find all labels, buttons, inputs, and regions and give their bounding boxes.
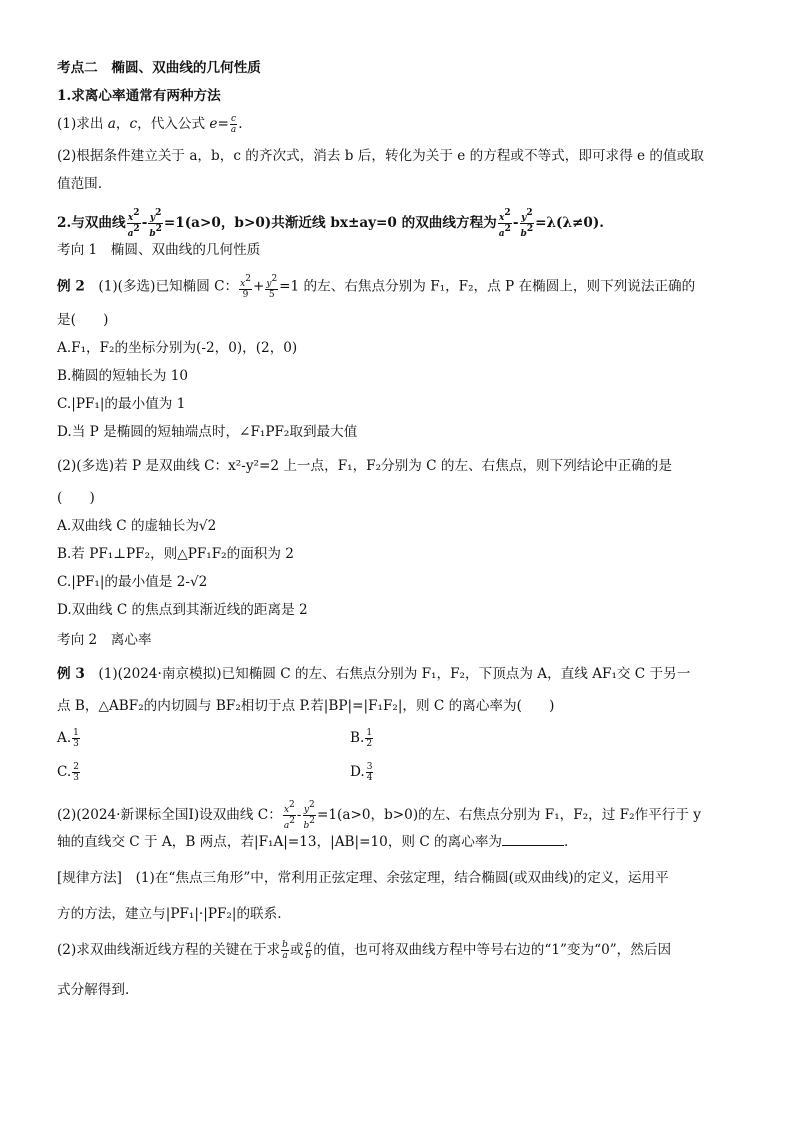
option-b: B.若 PF₁⊥PF₂，则△PF₁F₂的面积为 2 (57, 546, 294, 562)
option-a: A. $\frac{1}{3}$ (57, 728, 79, 749)
option-c: C.|PF₁|的最小值是 2-√2 (57, 574, 208, 590)
direction-2: 考向 2 离心率 (57, 632, 152, 648)
options-row-2 (57, 762, 373, 783)
option-b: B. $\frac{1}{2}$ (350, 728, 373, 749)
example-3-q1-line2: 点 B，△ABF₂的内切圆与 BF₂相切于点 P.若|BP|=|F₁F₂|，则 C 的离心率为( ) (57, 698, 555, 714)
rule-line3: (2)求双曲线渐近线方程的关键在于求 $\frac{b}{a}$ 或 $\frac{a}{b}$ 的值，也可将双曲线方程中等号右边的“1”变为“0”，然后因 (57, 940, 672, 961)
example-2-q1-line2: 是( ) (57, 312, 109, 328)
option-c: C.|PF₁|的最小值为 1 (57, 396, 186, 412)
example-2-q2: (2)(多选)若 P 是双曲线 C：x²-y²=2 上一点，F₁，F₂分别为 C 的左、右焦点，则下列结论中正确的是 (57, 458, 672, 474)
example-2-q2-line2: ( ) (57, 490, 95, 506)
option-d: D. $\frac{3}{4}$ (350, 762, 373, 783)
heading-eccentricity-methods: 1.求离心率通常有两种方法 (57, 88, 221, 104)
option-a: A.F₁，F₂的坐标分别为(-2，0)，(2，0) (57, 340, 298, 356)
rule-line4: 式分解得到. (57, 982, 130, 998)
option-b: B.椭圆的短轴长为 10 (57, 368, 189, 384)
rule-line1: [规律方法] (1)在“焦点三角形”中，常利用正弦定理、余弦定理，结合椭圆(或双曲线)的定义，运用平 (57, 870, 669, 886)
option-d: D.双曲线 C 的焦点到其渐近线的距离是 2 (57, 602, 308, 618)
example-2-q1: 例 2 (1)(多选)已知椭圆 C： $\frac{x^2}{9}$ + $\frac{y^2}{5}$ =1 的左、右焦点分别为 F₁，F₂，点 P 在椭圆上，则下列说法正确的 (57, 274, 696, 300)
answer-blank (502, 833, 564, 846)
options-row-1 (57, 728, 373, 749)
example-3-q2: (2)(2024·新课标全国Ⅰ)设双曲线 C： $\frac{x^2}{a^2}$ - $\frac{y^2}{b^2}$ =1(a>0，b>0)的左、右焦点分别为 F₁，F₂，过 F₂作平行于 y (57, 800, 701, 831)
method-1: (1)求出 a，c，代入公式 e= $\frac{c}{a}$ . (57, 114, 243, 135)
rule-line2: 方的方法，建立与|PF₁|·|PF₂|的联系. (57, 906, 282, 922)
option-a: A.双曲线 C 的虚轴长为√2 (57, 518, 217, 534)
example-3-q1: 例 3 (1)(2024·南京模拟)已知椭圆 C 的左、右焦点分别为 F₁，F₂，下顶点为 A，直线 AF₁交 C 于另一 (57, 666, 691, 682)
option-c: C. $\frac{2}{3}$ (57, 762, 79, 783)
option-d: D.当 P 是椭圆的短轴端点时，∠F₁PF₂取到最大值 (57, 424, 358, 440)
method-2-line2: 值范围. (57, 176, 103, 192)
heading-asymptote: 2.与双曲线 $\frac{x^2}{a^2}$ - $\frac{y^2}{b^2}$ =1(a>0，b>0)共渐近线 bx±ay=0 的双曲线方程为 $\frac{x^2}{a^2}$ - $\frac{y^2}{b^2}$ =λ(λ≠0). (57, 208, 605, 239)
method-2-line1: (2)根据条件建立关于 a，b，c 的齐次式，消去 b 后，转化为关于 e 的方程或不等式，即可求得 e 的值或取 (57, 148, 704, 164)
section-title: 考点二 椭圆、双曲线的几何性质 (57, 60, 261, 76)
example-3-q2-line2: 轴的直线交 C 于 A，B 两点，若|F₁A|=13，|AB|=10，则 C 的离心率为 . (57, 834, 569, 850)
direction-1: 考向 1 椭圆、双曲线的几何性质 (57, 242, 261, 258)
